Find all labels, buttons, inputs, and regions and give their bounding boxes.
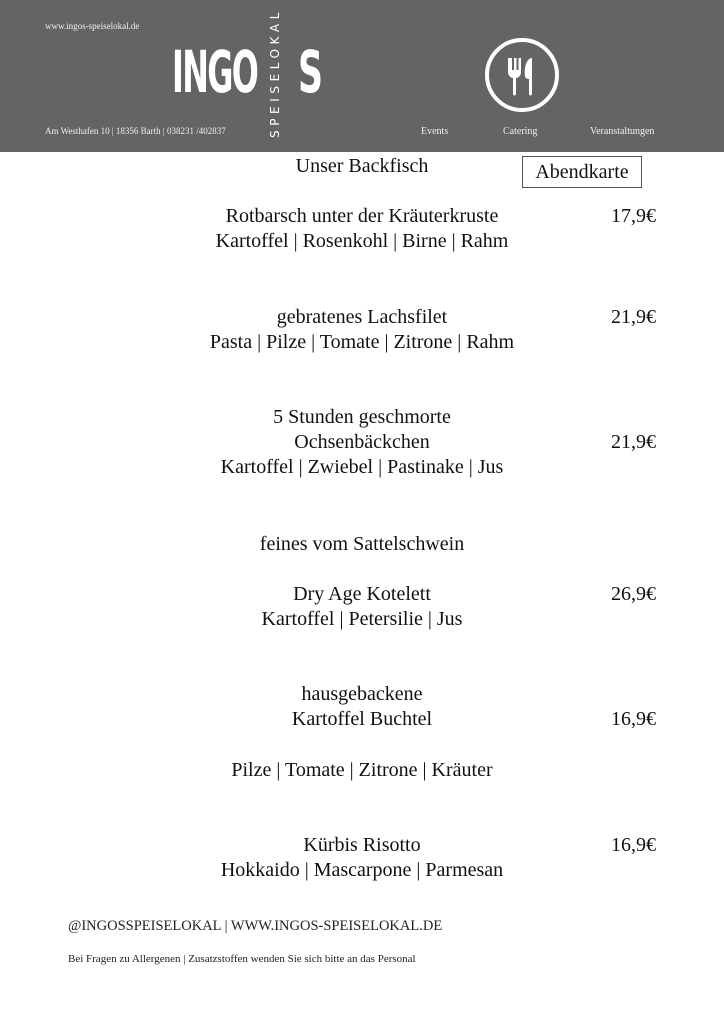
dish-sides: Pilze | Tomate | Zitrone | Kräuter — [231, 759, 493, 781]
dish-name: hausgebackene — [301, 683, 423, 705]
address-text: Am Westhafen 10 | 18356 Barth | 038231 /402837 — [45, 126, 226, 136]
dish-name: Kürbis Risotto — [303, 834, 421, 856]
dish-sides: Kartoffel | Rosenkohl | Birne | Rahm — [215, 230, 509, 252]
dish-name: Dry Age Kotelett — [293, 583, 431, 605]
dish-name: 5 Stunden geschmorte — [273, 406, 451, 428]
logo-s: S — [298, 38, 324, 106]
nav-veranstaltungen[interactable]: Veranstaltungen — [590, 126, 655, 137]
dish-sides: Kartoffel | Zwiebel | Pastinake | Jus — [220, 456, 504, 478]
dish-name: Rotbarsch unter der Kräuterkruste — [225, 205, 499, 227]
abendkarte-badge: Abendkarte — [522, 156, 642, 188]
logo-vertical: SPEISELOKAL — [268, 7, 282, 138]
header-banner — [0, 0, 724, 152]
fork-knife-circle-icon — [483, 36, 561, 114]
dish-price: 17,9€ — [611, 205, 656, 227]
footer-social: @INGOSSPEISELOKAL | WWW.INGOS-SPEISELOKAL.DE — [68, 918, 443, 934]
dish-sides: Pasta | Pilze | Tomate | Zitrone | Rahm — [209, 331, 515, 353]
dish-price: 21,9€ — [611, 306, 656, 328]
section-title: Unser Backfisch — [295, 155, 429, 177]
logo: INGO — [172, 38, 258, 106]
nav-events[interactable]: Events — [421, 126, 449, 137]
dish-sides: Kartoffel | Petersilie | Jus — [261, 608, 463, 630]
dish-name: Ochsenbäckchen — [294, 431, 430, 453]
dish-name: gebratenes Lachsfilet — [276, 306, 448, 328]
dish-price: 26,9€ — [611, 583, 656, 605]
dish-price: 21,9€ — [611, 431, 656, 453]
dish-price: 16,9€ — [611, 708, 656, 730]
nav-catering[interactable]: Catering — [503, 126, 538, 137]
dish-price: 16,9€ — [611, 834, 656, 856]
dish-name: Kartoffel Buchtel — [291, 708, 433, 730]
dish-sides: Hokkaido | Mascarpone | Parmesan — [220, 859, 504, 881]
subsection-title: feines vom Sattelschwein — [259, 533, 465, 555]
footer-allergen-note: Bei Fragen zu Allergenen | Zusatzstoffen wenden Sie sich bitte an das Personal — [68, 953, 416, 965]
website-text: www.ingos-speiselokal.de — [45, 21, 140, 31]
